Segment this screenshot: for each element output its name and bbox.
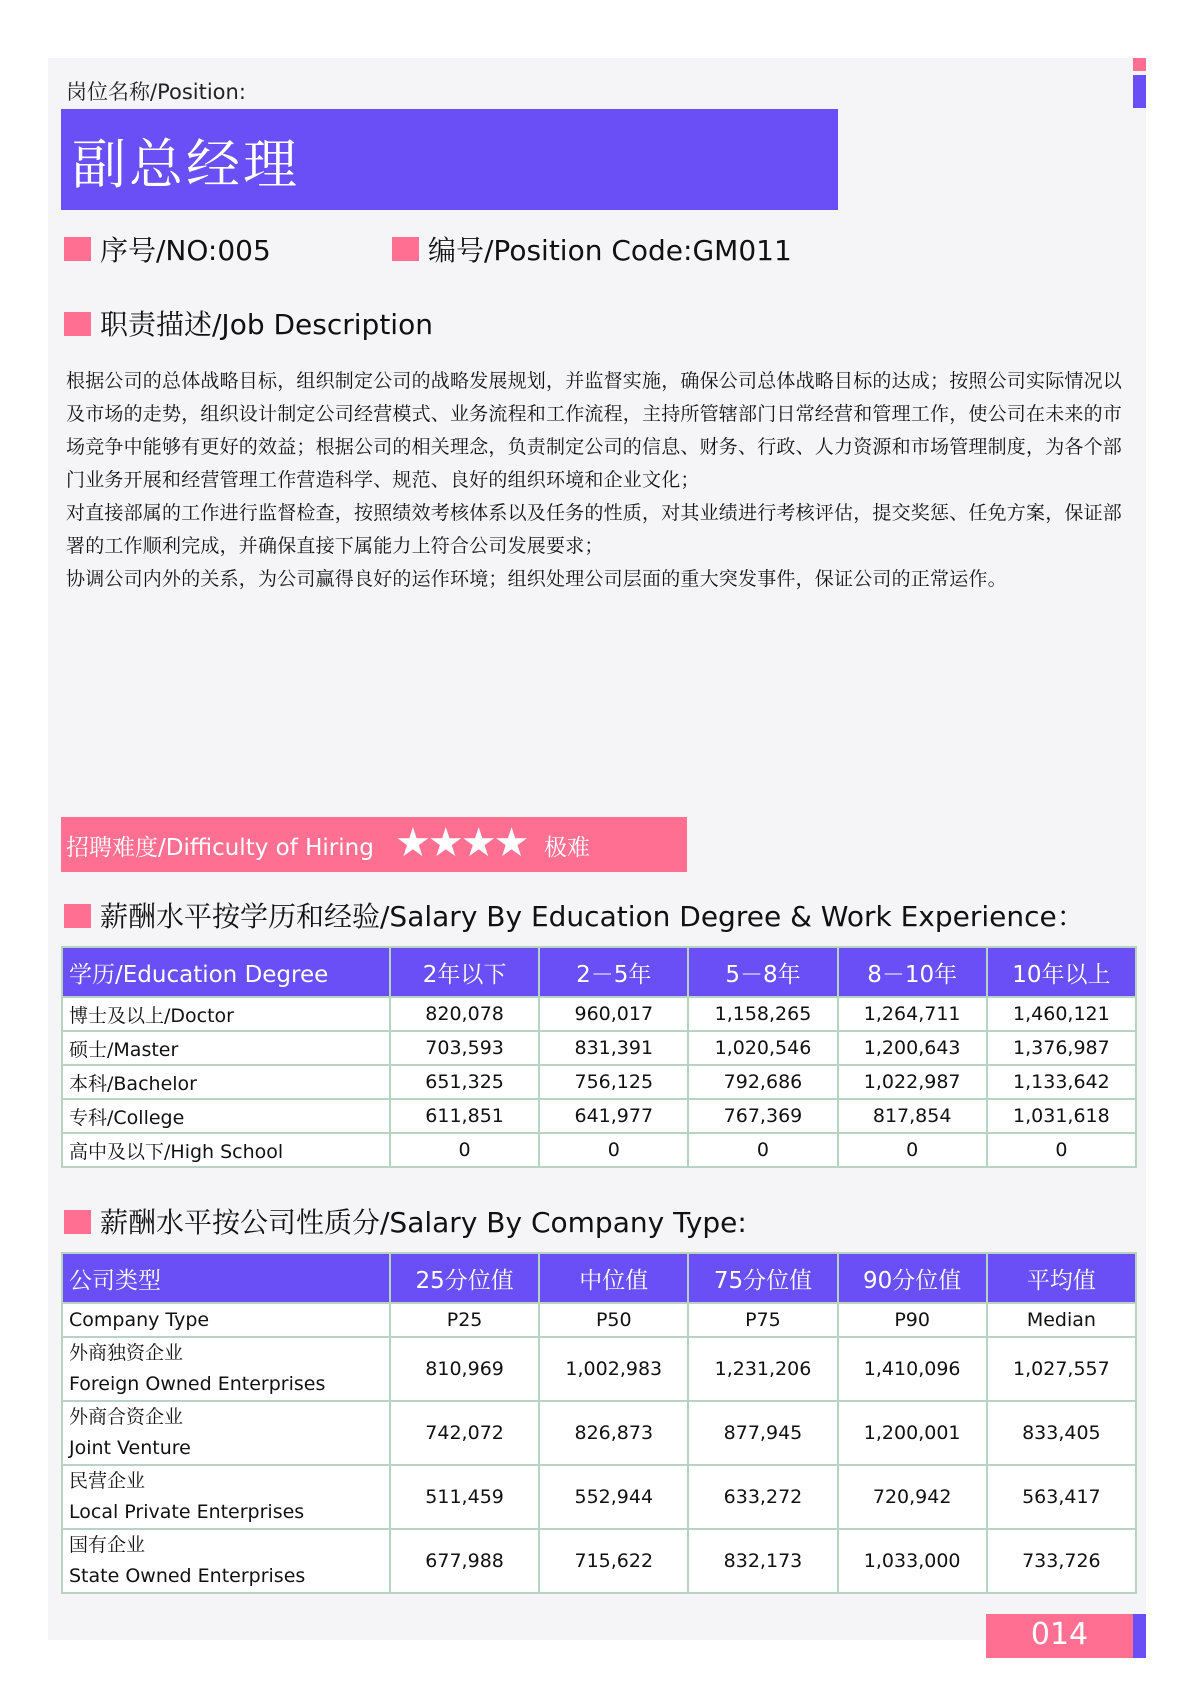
header-cell: 25分位值 xyxy=(390,1253,539,1303)
difficulty-stars-icon: ★★★★ xyxy=(395,820,527,866)
hiring-difficulty-label: 招聘难度/Difficulty of Hiring xyxy=(66,835,374,861)
company-type-cn: 外商合资企业 xyxy=(69,1406,184,1428)
row-label: 硕士/Master xyxy=(62,1031,390,1065)
table-cell: 1,133,642 xyxy=(987,1065,1136,1099)
table-cell: 1,410,096 xyxy=(838,1337,987,1401)
bullet-square xyxy=(392,237,419,261)
description-paragraph: 对直接部属的工作进行监督检查，按照绩效考核体系以及任务的性质，对其业绩进行考核评估，提交奖惩、任免方案，保证部署的工作顺利完成，并确保直接下属能力上符合公司发展要求； xyxy=(66,502,1123,557)
table-row xyxy=(62,1401,1136,1465)
table-cell: 733,726 xyxy=(987,1529,1136,1593)
table-row xyxy=(62,1337,1136,1401)
table-cell: 756,125 xyxy=(539,1065,688,1099)
company-type-en: Local Private Enterprises xyxy=(69,1501,305,1523)
page-number-accent xyxy=(1133,1614,1146,1658)
table-cell: 0 xyxy=(987,1133,1136,1167)
header-cell: 平均值 xyxy=(987,1253,1136,1303)
subheader-cell: P50 xyxy=(539,1303,688,1337)
table-cell: 720,942 xyxy=(838,1465,987,1529)
header-cell: 中位值 xyxy=(539,1253,688,1303)
row-label xyxy=(62,1465,390,1529)
salary-education-table xyxy=(61,946,1137,1168)
table-cell: 810,969 xyxy=(390,1337,539,1401)
table-cell: 832,173 xyxy=(688,1529,837,1593)
subheader-cell: Median xyxy=(987,1303,1136,1337)
position-label: 岗位名称/Position: xyxy=(66,80,246,104)
job-description-heading: 职责描述/Job Description xyxy=(100,308,433,341)
table-row xyxy=(62,1065,1136,1099)
table-row xyxy=(62,997,1136,1031)
table-row xyxy=(62,1133,1136,1167)
description-paragraph: 协调公司内外的关系，为公司赢得良好的运作环境；组织处理公司层面的重大突发事件，保证公司的正常运作。 xyxy=(66,568,1007,590)
corner-accent-pink xyxy=(1133,58,1146,71)
table-cell: 833,405 xyxy=(987,1401,1136,1465)
table-cell: 742,072 xyxy=(390,1401,539,1465)
table-cell: 831,391 xyxy=(539,1031,688,1065)
table-cell: 820,078 xyxy=(390,997,539,1031)
company-type-cn: 国有企业 xyxy=(69,1534,146,1556)
header-cell: 90分位值 xyxy=(838,1253,987,1303)
header-cell: 学历/Education Degree xyxy=(62,947,390,997)
header-cell: 8－10年 xyxy=(838,947,987,997)
header-cell: 2年以下 xyxy=(390,947,539,997)
table-cell: 1,376,987 xyxy=(987,1031,1136,1065)
table-row xyxy=(62,1099,1136,1133)
salary-education-heading: 薪酬水平按学历和经验/Salary By Education Degree & Work Experience： xyxy=(100,900,1085,933)
row-label: 博士及以上/Doctor xyxy=(62,997,390,1031)
corner-accent-purple xyxy=(1133,75,1146,108)
table-cell: 0 xyxy=(838,1133,987,1167)
table-cell: 1,200,001 xyxy=(838,1401,987,1465)
description-paragraph: 根据公司的总体战略目标，组织制定公司的战略发展规划，并监督实施，确保公司总体战略目标的达成；按照公司实际情况以及市场的走势，组织设计制定公司经营模式、业务流程和工作流程，主持所管辖部门日常经营和管理工作，使公司在未来的市场竞争中能够有更好的效益；根据公司的相关理念，负责制定公司的信息、财务、行政、人力资源和市场管理制度，为各个部门业务开展和经营管理工作营造科学、规范、良好的组织环境和企业文化； xyxy=(66,370,1123,491)
subheader-cell: P25 xyxy=(390,1303,539,1337)
position-code: 编号/Position Code:GM011 xyxy=(428,234,792,267)
bullet-square xyxy=(64,904,91,928)
table-row xyxy=(62,1031,1136,1065)
table-cell: 1,027,557 xyxy=(987,1337,1136,1401)
table-cell: 0 xyxy=(688,1133,837,1167)
salary-company-table xyxy=(61,1252,1137,1594)
table-cell: 1,231,206 xyxy=(688,1337,837,1401)
table-cell: 651,325 xyxy=(390,1065,539,1099)
table-cell: 792,686 xyxy=(688,1065,837,1099)
bullet-square xyxy=(64,237,91,261)
row-label xyxy=(62,1337,390,1401)
table-cell: 677,988 xyxy=(390,1529,539,1593)
row-label: 专科/College xyxy=(62,1099,390,1133)
salary-company-heading: 薪酬水平按公司性质分/Salary By Company Type: xyxy=(100,1206,747,1239)
bullet-square xyxy=(64,1210,91,1234)
row-label: 本科/Bachelor xyxy=(62,1065,390,1099)
subheader-cell: P75 xyxy=(688,1303,837,1337)
table-cell: 703,593 xyxy=(390,1031,539,1065)
table-cell: 960,017 xyxy=(539,997,688,1031)
table-subheader-row xyxy=(62,1303,1136,1337)
table-row xyxy=(62,1529,1136,1593)
row-label xyxy=(62,1401,390,1465)
row-label: 高中及以下/High School xyxy=(62,1133,390,1167)
table-cell: 817,854 xyxy=(838,1099,987,1133)
table-cell: 877,945 xyxy=(688,1401,837,1465)
table-header-row xyxy=(62,947,1136,997)
table-cell: 563,417 xyxy=(987,1465,1136,1529)
company-type-en: State Owned Enterprises xyxy=(69,1565,306,1587)
position-title: 副总经理 xyxy=(72,133,300,196)
company-type-cn: 外商独资企业 xyxy=(69,1342,184,1364)
table-row xyxy=(62,1465,1136,1529)
header-cell: 5－8年 xyxy=(688,947,837,997)
job-description-body xyxy=(66,365,1136,596)
table-cell: 1,002,983 xyxy=(539,1337,688,1401)
table-cell: 767,369 xyxy=(688,1099,837,1133)
header-cell: 公司类型 xyxy=(62,1253,390,1303)
header-cell: 75分位值 xyxy=(688,1253,837,1303)
table-cell: 552,944 xyxy=(539,1465,688,1529)
subheader-cell: P90 xyxy=(838,1303,987,1337)
table-cell: 1,031,618 xyxy=(987,1099,1136,1133)
table-cell: 1,022,987 xyxy=(838,1065,987,1099)
table-cell: 641,977 xyxy=(539,1099,688,1133)
company-type-en: Foreign Owned Enterprises xyxy=(69,1373,326,1395)
hiring-difficulty-level: 极难 xyxy=(544,835,590,861)
company-type-en: Joint Venture xyxy=(69,1437,191,1459)
company-type-cn: 民营企业 xyxy=(69,1470,146,1492)
header-cell: 2－5年 xyxy=(539,947,688,997)
row-label xyxy=(62,1529,390,1593)
table-cell: 1,264,711 xyxy=(838,997,987,1031)
table-cell: 0 xyxy=(390,1133,539,1167)
table-cell: 1,020,546 xyxy=(688,1031,837,1065)
table-cell: 0 xyxy=(539,1133,688,1167)
bullet-square xyxy=(64,312,91,336)
table-cell: 826,873 xyxy=(539,1401,688,1465)
table-cell: 1,033,000 xyxy=(838,1529,987,1593)
serial-number: 序号/NO:005 xyxy=(100,234,271,267)
table-cell: 611,851 xyxy=(390,1099,539,1133)
table-cell: 1,460,121 xyxy=(987,997,1136,1031)
table-cell: 715,622 xyxy=(539,1529,688,1593)
table-cell: 633,272 xyxy=(688,1465,837,1529)
table-cell: 511,459 xyxy=(390,1465,539,1529)
table-cell: 1,158,265 xyxy=(688,997,837,1031)
page-number: 014 xyxy=(1030,1617,1089,1652)
subheader-cell: Company Type xyxy=(62,1303,390,1337)
table-cell: 1,200,643 xyxy=(838,1031,987,1065)
table-header-row xyxy=(62,1253,1136,1303)
header-cell: 10年以上 xyxy=(987,947,1136,997)
